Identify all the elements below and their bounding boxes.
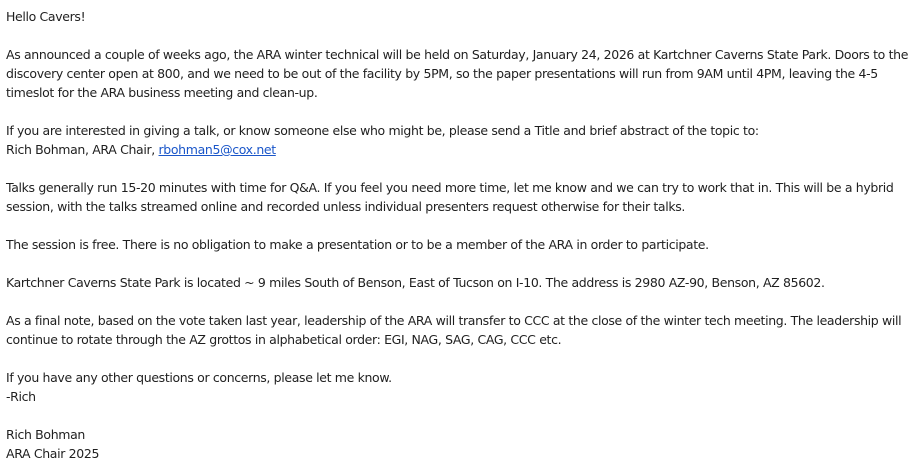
closing-line: If you have any other questions or concerns, please let me know. xyxy=(6,370,392,385)
spacer xyxy=(6,216,906,235)
spacer xyxy=(6,406,906,425)
email-body xyxy=(6,7,909,463)
spacer xyxy=(6,254,906,273)
talk-format-paragraph xyxy=(6,178,906,216)
free-session-paragraph: The session is free. There is no obligation to make a presentation or to be a member of the ARA in order to participate. xyxy=(6,237,709,252)
announcement-paragraph xyxy=(6,45,909,102)
greeting: Hello Cavers! xyxy=(6,9,86,24)
signature-title: ARA Chair 2025 xyxy=(6,446,100,461)
location-paragraph: Kartchner Caverns State Park is located ~ 9 miles South of Benson, East of Tucson on I-10. The address is 2980 AZ-90, Benson, AZ 85602. xyxy=(6,275,825,290)
paragraph-line: continue to rotate through the AZ grottos in alphabetical order: EGI, NAG, SAG, CAG, CCC etc. xyxy=(6,332,562,347)
contact-name: Rich Bohman, ARA Chair, xyxy=(6,142,159,157)
paragraph-line: As announced a couple of weeks ago, the ARA winter technical will be held on Saturday, January 24, 2026 at Kartchner Caverns State Park. Doors to the xyxy=(6,47,909,62)
contact-line xyxy=(6,140,906,159)
spacer xyxy=(6,349,906,368)
spacer xyxy=(6,26,906,45)
spacer xyxy=(6,292,906,311)
signature-name: Rich Bohman xyxy=(6,427,85,442)
sign-off: -Rich xyxy=(6,389,36,404)
email-link[interactable]: rbohman5@cox.net xyxy=(158,142,276,157)
paragraph-line: session, with the talks streamed online and recorded unless individual presenters request otherwise for their talks. xyxy=(6,199,686,214)
paragraph-line: If you are interested in giving a talk, or know someone else who might be, please send a Title and brief abstract of the topic to: xyxy=(6,123,759,138)
talk-request-paragraph xyxy=(6,121,906,159)
paragraph-line: discovery center open at 800, and we need to be out of the facility by 5PM, so the paper presentations will run from 9AM until 4PM, leaving the 4-5 xyxy=(6,66,878,81)
signature-block xyxy=(6,425,906,463)
leadership-paragraph xyxy=(6,311,906,349)
closing xyxy=(6,368,906,406)
paragraph-line: As a final note, based on the vote taken last year, leadership of the ARA will transfer to CCC at the close of the winter tech meeting. The leadership will xyxy=(6,313,902,328)
paragraph-line: timeslot for the ARA business meeting and clean-up. xyxy=(6,85,318,100)
spacer xyxy=(6,102,906,121)
paragraph-line: Talks generally run 15-20 minutes with time for Q&A. If you feel you need more time, let me know and we can try to work that in. This will be a hybrid xyxy=(6,180,894,195)
spacer xyxy=(6,159,906,178)
